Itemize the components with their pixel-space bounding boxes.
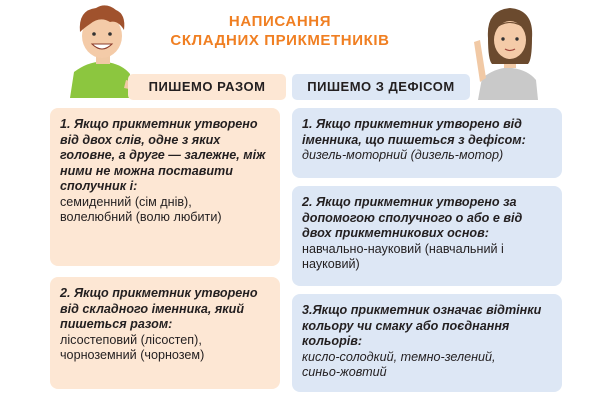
header-together: ПИШЕМО РАЗОМ <box>128 74 286 100</box>
title-line-1: НАПИСАННЯ <box>228 13 332 30</box>
example-text: лісостеповий (лісостеп), <box>60 332 202 347</box>
rule-card-together-1 <box>50 108 280 266</box>
rule-card-hyphen-3 <box>292 294 562 392</box>
example-text: чорноземний (чорнозем) <box>60 348 205 362</box>
page-title <box>160 12 400 50</box>
rule-text: 2. Якщо прикметник утворено від складного іменника, який пишеться разом: <box>60 286 258 331</box>
rule-card-together-2 <box>50 277 280 389</box>
example-text: волелюбний (волю любити) <box>60 210 222 224</box>
example-text: навчально-науковий (навчальний і науковий) <box>302 241 504 271</box>
rule-text: 3.Якщо прикметник означає відтінки кольору чи смаку або поєднання кольорів: <box>302 303 542 348</box>
rule-card-hyphen-2 <box>292 186 562 286</box>
example-text: кисло-солодкий, темно-зелений, <box>302 349 496 364</box>
example-text: семиденний (сім днів), <box>60 194 192 209</box>
rule-text: 1. Якщо прикметник утворено від іменника, що пишеться з дефісом: <box>302 117 526 147</box>
girl-illustration <box>470 2 550 100</box>
header-hyphen: ПИШЕМО З ДЕФІСОМ <box>292 74 470 100</box>
rule-text: 1. Якщо прикметник утворено від двох слів, одне з яких головне, а друге — залежне, між ними не можна поставити сполучник і: <box>60 117 266 193</box>
rule-text: 2. Якщо прикметник утворено за допомогою сполучного о або е від двох прикметникових основ: <box>302 195 523 240</box>
title-line-2: СКЛАДНИХ ПРИКМЕТНИКІВ <box>170 32 390 49</box>
example-text: дизель-моторний (дизель-мотор) <box>302 148 504 162</box>
rule-card-hyphen-1 <box>292 108 562 178</box>
example-text: синьо-жовтий <box>302 365 387 379</box>
